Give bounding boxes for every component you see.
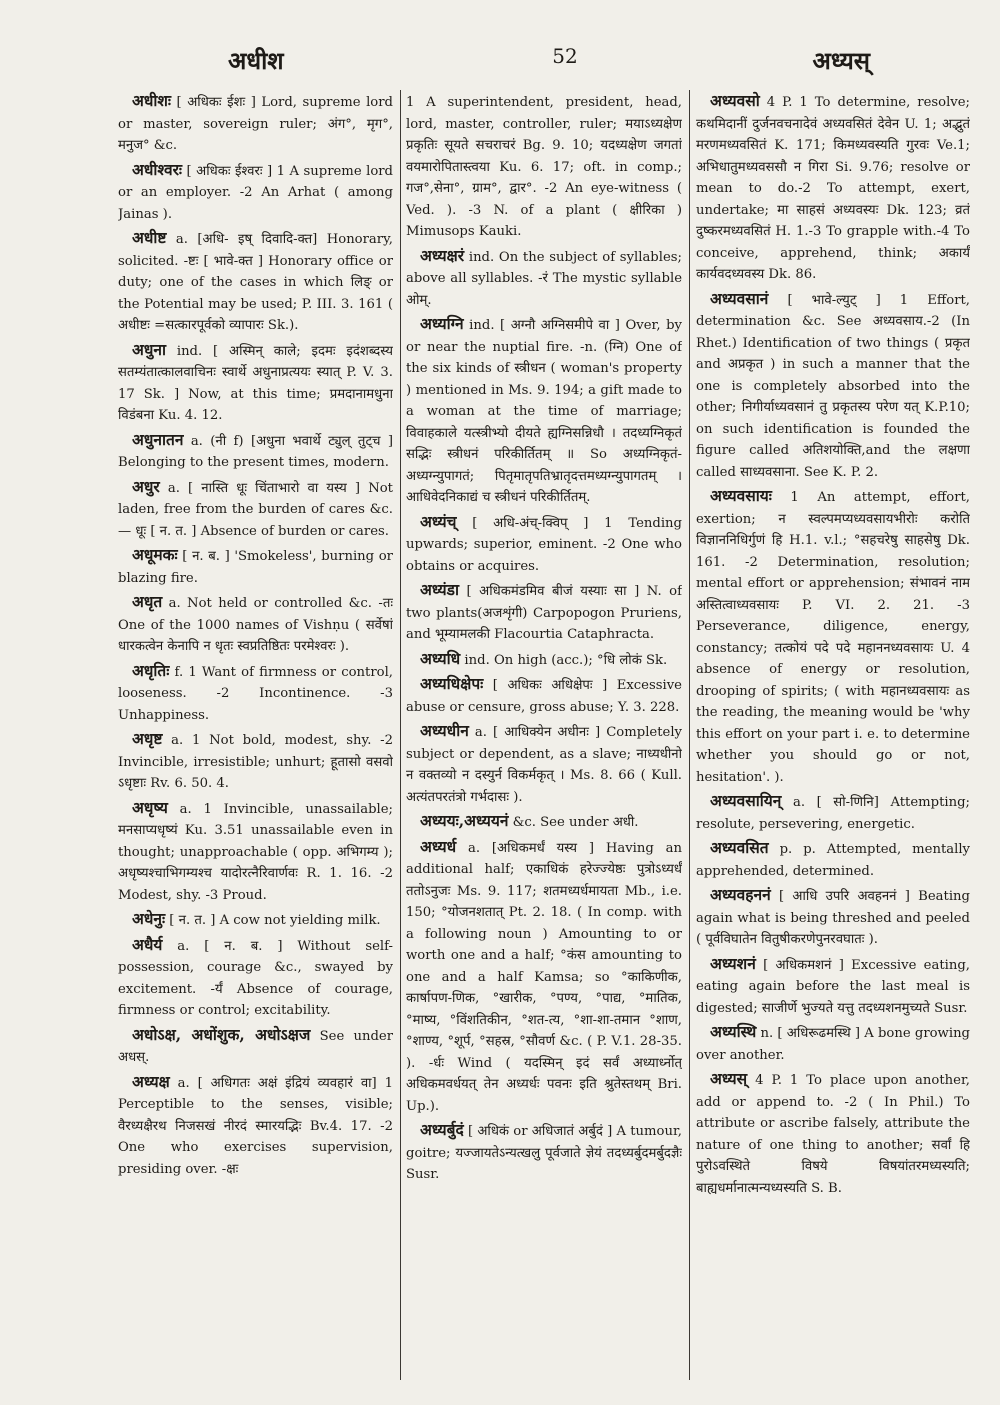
dictionary-entry (696, 790, 970, 835)
dictionary-entry (118, 429, 393, 474)
dictionary-entry (696, 90, 970, 286)
entry-headword: अध्ययः,अध्ययनं (420, 811, 509, 830)
entry-definition: a. [अधि- इष् दिवादि-क्त] Honorary, solicited. -ष्टः [ भावे-क्त ] Honorary office or duty; one of the cases in which लिङ् or the Potential may be used; P. III. 3. 161 ( अधीष्टः =सत्कारपूर्वको व्यापारः Sk.). (118, 232, 393, 333)
running-header (100, 44, 930, 84)
entry-headword: अध्यवसायः (710, 486, 772, 505)
column-rule (689, 90, 690, 1380)
entry-definition: [ भावे-ल्युट् ] 1 Effort, determination &c. See अध्यवसाय.-2 (In Rhet.) Identification of two things ( प्रकृत and अप्रकृत ) in such a manner that the one is completely absorbed into the other; निगीर्याध्यवसानं तु प्रकृतस्य परेण यत् K.P.10; on such identification is founded the figure called अतिशयोक्ति,and the लक्षणा called साध्यवसाना. See K. P. 2. (696, 292, 970, 480)
dictionary-entry (118, 934, 393, 1022)
dictionary-entry (118, 339, 393, 427)
dictionary-entry (118, 159, 393, 226)
entry-headword: अध्यग्नि (420, 314, 464, 333)
entry-definition: a. [ आधिक्येन अधीनः ] Completely subject or dependent, as a slave; नाध्यधीनो न वक्तव्यो न दस्युर्न विकर्मकृत् । Ms. 8. 66 ( Kull. अत्यंतपरतंत्रो गर्भदासः ). (406, 725, 682, 805)
entry-headword: अधेनुः (132, 909, 166, 928)
entry-definition: f. 1 Want of firmness or control, looseness. -2 Incontinence. -3 Unhappiness. (118, 664, 393, 723)
page-number: 52 (552, 44, 578, 68)
entry-headword: अधीशः (132, 91, 172, 110)
column-1 (118, 90, 393, 1380)
dictionary-entry (406, 579, 682, 646)
entry-definition: a. (नी f) [अधुना भवार्थे ट्युल् तुट्च ] Belonging to the present times, modern. (118, 433, 393, 470)
dictionary-entry (118, 908, 393, 932)
entry-definition: [ अधिकमंडमिव बीजं यस्याः सा ] N. of two plants(अजशृंगी) Carpopogon Pruriens, and भूम्यामलकी Flacourtia Cataphracta. (406, 584, 682, 642)
dictionary-entry (406, 1119, 682, 1186)
entry-definition: 1 An attempt, effort, exertion; न स्वल्पमप्यध्यवसायभीरोः करोति विज्ञाननिधिर्गुणं हि H.1. v.l.; °सहचरेषु साहसेषु Dk. 161. -2 Determination, resolution; mental effort or apprehension; संभावनं नाम अस्तित्वाध्यवसायः P. VI. 2. 21. -3 Perseverance, diligence, energy, constancy; तत्कोयं पदे पदे महाननध्यवसायः U. 4 absence of energy or resolution, drooping of spirits; ( with महानध्यवसायः as the reading, the meaning would be 'why this effort on your part i. e. to determine whether you should go or not, hesitation'. ). (696, 490, 970, 785)
dictionary-entry (696, 1068, 970, 1199)
entry-headword: अध्यर्बुदं (420, 1120, 464, 1139)
entry-definition: a. [ नास्ति धूः चिंताभारो वा यस्य ] Not laden, free from the burden of cares &c. — धूः [ न. त. ] Absence of burden or cares. (118, 480, 393, 539)
dictionary-entry (406, 836, 682, 1118)
entry-definition: [ अधिकः ईशः ] Lord, supreme lord or master, sovereign ruler; अंग°, मृग°, मनुज° &c. (118, 95, 393, 153)
dictionary-entry (118, 476, 393, 543)
entry-headword: अध्यवसो (710, 91, 760, 110)
entry-headword: अध्यवसित (710, 838, 769, 857)
entry-definition: a. [ अधिगतः अक्षं इंद्रियं व्यवहारं वा] 1 Perceptible to the senses, visible; वैरध्यक्षैरथ निजसखं नीरदं स्मारयद्भिः Bv.4. 17. -2 One who exercises supervision, presiding over. -क्षः (118, 1075, 393, 1177)
entry-headword: अध्यवसायिन् (710, 791, 782, 810)
dictionary-entry (118, 227, 393, 337)
entry-headword: अध्यक्षरं (420, 245, 465, 265)
dictionary-entry (406, 810, 682, 834)
entry-headword: अध्यर्ध (420, 836, 457, 856)
dictionary-entry (406, 720, 682, 808)
entry-headword: अधूमकः (132, 545, 178, 564)
entry-headword: अध्यशनं (710, 953, 756, 973)
entry-definition: a. 1 Not bold, modest, shy. -2 Invincible, irresistible; unhurt; हूतासो वसवो ऽधृष्टाः Rv. 6. 50. 4. (118, 733, 393, 791)
entry-headword: अधृत (132, 592, 163, 611)
entry-headword: अधृष्य (132, 797, 168, 817)
entry-definition: See under अधस्. (118, 1028, 393, 1065)
entry-headword: अध्यधिक्षेपः (420, 674, 484, 693)
dictionary-entry (696, 953, 970, 1020)
header-right-word: अध्यस् (812, 46, 870, 75)
dictionary-entry (696, 884, 970, 951)
entry-headword: अध्यवहननं (710, 885, 771, 904)
entry-headword: अधुनातन (132, 429, 184, 449)
dictionary-entry (696, 288, 970, 484)
entry-definition: [ अधिकः ईश्वरः ] 1 A supreme lord or an employer. -2 An Arhat ( among Jainas ). (118, 163, 393, 222)
entry-definition: 4 P. 1 To determine, resolve; कथमिदानीं दुर्जनवचनादेवं अध्यवसितं देवेन U. 1; अद्भुतं मरणमध्यवसितं K. 171; किमध्यवस्यति गुरवः Ve.1; अभिधातुमध्यवससौ न गिरा Si. 9.76; resolve or mean to do.-2 To attempt, exert, undertake; मा साहसं अध्यवस्यः Dk. 123; व्रतं दुष्करमध्यवसितं H. 1.-3 To grapple with.-4 To conceive, apprehend, think; अकार्यं कार्यवदध्यवस्य Dk. 86. (696, 95, 970, 282)
dictionary-entry (696, 1021, 970, 1066)
entry-definition: ind. On the subject of syllables; above all syllables. -रं The mystic syllable ओम्. (406, 249, 682, 308)
entry-definition: [ न. ब. ] 'Smokeless', burning or blazing fire. (118, 549, 393, 586)
entry-headword: अध्यंडा (420, 580, 459, 599)
entry-definition: [ अधिकमशनं ] Excessive eating, eating again before the last meal is digested; साजीर्णे भुज्यते यत्तु तदध्यशनमुच्यते Susr. (696, 957, 970, 1016)
entry-definition: [ न. त. ] A cow not yielding milk. (165, 913, 381, 928)
dictionary-entry (406, 245, 682, 312)
dictionary-entry (118, 90, 393, 157)
dictionary-entry (118, 591, 393, 658)
entry-definition: &c. See under अधी. (508, 815, 639, 830)
entry-definition: ind. [ अग्नौ अग्निसमीपे वा ] Over, by or near the nuptial fire. -n. (ग्नि) One of the six kinds of स्त्रीधन ( woman's property ) mentioned in Ms. 9. 194; a gift made to a woman at the time of marriage; विवाहकाले यत्स्त्रीभ्यो दीयते ह्यग्निसन्निधौ । तदध्यग्निकृतं सद्भिः स्त्रीधनं परिकीर्तितम् ॥ So अध्यग्निकृतं-अध्यग्न्युपागतं; पितृमातृपतिभ्रातृदत्तमध्यग्न्युपागतम् । आधिवेदनिकाद्यं च स्त्रीधनं परिकीर्तितम्. (406, 318, 682, 505)
entry-headword: अधीश्वरः (132, 159, 183, 179)
dictionary-entry (696, 837, 970, 882)
entry-definition: p. p. Attempted, mentally apprehended, determined. (696, 842, 970, 879)
entry-headword: अध्यधीन (420, 721, 469, 740)
entry-headword: अध्यंच् (420, 511, 457, 531)
entry-definition: ind. On high (acc.); °धि लोकं Sk. (460, 652, 668, 668)
dictionary-entry (118, 660, 393, 727)
entry-definition: [ अधि-अंच्-क्विप् ] 1 Tending upwards; superior, eminent. -2 One who obtains or acquires. (406, 515, 682, 574)
entry-definition: [ अधिकं or अधिजातं अर्बुदं ] A tumour, goitre; यज्जायतेऽन्यत्खलु पूर्वजाते ज्ञेयं तदध्यर्बुदमर्बुदज्ञैः Susr. (406, 1124, 682, 1182)
entry-definition: a. Not held or controlled &c. -तः One of the 1000 names of Vishṇu ( सर्वेषां धारकत्वेन केनापि न धृतः स्वप्रतिष्ठितः परमेश्वरः ). (118, 596, 393, 654)
entry-headword: अध्यस्थि (710, 1022, 757, 1041)
dictionary-entry (406, 673, 682, 718)
dictionary-entry (406, 313, 682, 509)
entry-definition: a. [ न. ब. ] Without self-possession, courage &c., swayed by excitement. -र्यं Absence of courage, firmness or control; excitability. (118, 938, 393, 1018)
columns (118, 90, 970, 1380)
column-3 (696, 90, 970, 1380)
entry-headword: अधुर (132, 476, 160, 496)
dictionary-entry (118, 1024, 393, 1069)
entry-headword: अध्यक्ष (132, 1071, 170, 1091)
entry-headword: अध्यधि (420, 648, 461, 668)
entry-headword: अधुना (132, 339, 166, 359)
entry-headword: अध्यवसानं (710, 288, 769, 308)
entry-definition: 4 P. 1 To place upon another, add or append to. -2 ( In Phil.) To attribute or ascribe falsely, attribute the nature of one thing to another; सर्वां हि पुरोऽवस्थिते विषये विषयांतरमध्यस्यति; बाह्यधर्मानात्मन्यध्यस्यति S. B. (696, 1073, 970, 1196)
entry-definition: 1 A superintendent, president, head, lord, master, controller, ruler; मयाऽध्यक्षेण प्रकृतिः सूयते सचराचरं Bg. 9. 10; यदध्यक्षेण जगतां वयमारोपितास्त्वया Ku. 6. 17; oft. in comp.; गज°,सेना°, ग्राम°, द्वार°. -2 An eye-witness ( Ved. ). -3 N. of a plant ( क्षीरिका ) Mimusops Kauki. (406, 95, 682, 239)
dictionary-entry (118, 544, 393, 589)
dictionary-entry (118, 797, 393, 907)
entry-definition: a. [अधिकमर्धं यस्य ] Having an additional half; एकाधिकं हरेज्ज्येष्ठः पुत्रोऽध्यर्धं ततोऽनुजः Ms. 9. 117; शतमध्यर्धमायता Mb., i.e. 150; °योजनशतात् Pt. 2. 18. ( In comp. with a following noun ) Amounting to or worth one and a half; °कंस amounting to one and a half Kamsa; so °काकिणीक, कार्षापण-णिक, °खारीक, °पण्य, °पाद्य, °मातिक, °माष्य, °विंशतिकीन, °शत-त्य, °शा-शा-तमान °शाण, °शाण्य, °शूर्प, °सहस्र, °सौवर्ण &c. ( P. V.1. 28-35. ). -र्धः Wind ( यदस्मिन् इदं सर्वं अध्यार्ध्नोत् अधिकमवर्धयत् तेन अध्यर्धः पवनः इति श्रुतेस्तथम् Bri. Up.). (406, 840, 682, 1114)
column-2 (406, 90, 682, 1380)
entry-headword: अध्यस् (710, 1069, 748, 1088)
dictionary-entry (118, 728, 393, 795)
entry-definition: [ आधि उपरि अवहननं ] Beating again what is being threshed and peeled ( पूर्वविघातेन वितुषीकरणेपुनरवघातः ). (696, 889, 970, 947)
entry-definition: [ अधिकः अधिक्षेपः ] Excessive abuse or censure, gross abuse; Y. 3. 228. (406, 678, 682, 715)
entry-definition: ind. [ अस्मिन् काले; इदमः इदंशब्दस्य सतम्यंतात्कालवाचिनः स्वार्थे अधुनाप्रत्ययः स्यात् P. V. 3. 17 Sk. ] Now, at this time; प्रमदानामधुना विडंबना Ku. 4. 12. (118, 343, 393, 423)
header-left-word: अधीश (228, 46, 284, 75)
entry-definition: a. [ सो-णिनि] Attempting; resolute, persevering, energetic. (696, 795, 970, 832)
dictionary-entry (406, 648, 682, 672)
entry-headword: अधीष्ट (132, 228, 167, 247)
dictionary-entry (406, 90, 682, 243)
column-rule (400, 90, 401, 1380)
dictionary-entry (696, 485, 970, 788)
entry-definition: a. 1 Invincible, unassailable; मनसाप्यधृष्यं Ku. 3.51 unassailable even in thought; unapproachable ( opp. अभिगम्य ); अधृष्यश्चाभिगम्यश्च यादोरत्नैरिवार्णवः R. 1. 16. -2 Modest, shy. -3 Proud. (118, 801, 393, 903)
entry-headword: अधृतिः (132, 660, 170, 680)
entry-headword: अधैर्य (132, 934, 163, 954)
entry-headword: अधृष्ट (132, 729, 163, 748)
entry-definition: n. [ अधिरूढमस्थि ] A bone growing over another. (696, 1026, 970, 1063)
entry-headword: अधोऽक्ष, अधोंशुक, अधोऽक्षज (132, 1024, 311, 1044)
dictionary-entry (118, 1071, 393, 1181)
dictionary-entry (406, 511, 682, 578)
